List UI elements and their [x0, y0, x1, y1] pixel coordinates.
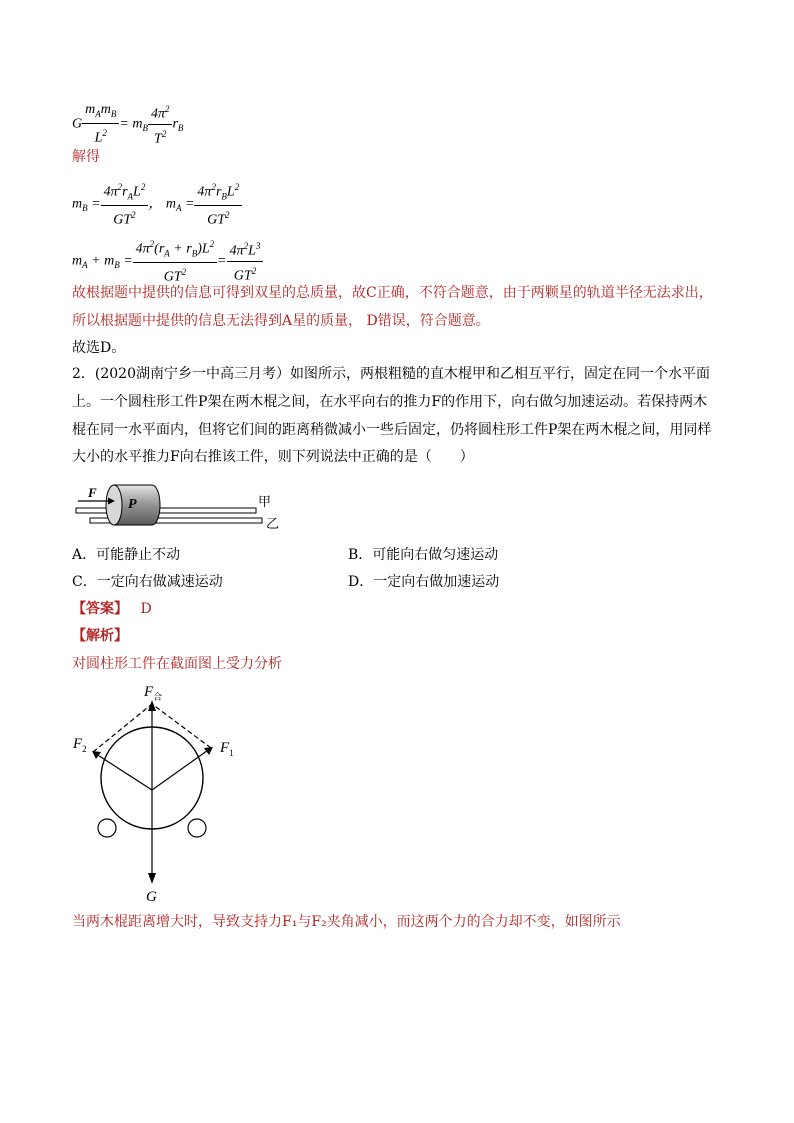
- option-d: D．一定向右做加速运动: [348, 574, 500, 590]
- solve-label: 解得: [72, 149, 100, 165]
- answer-line: [72, 599, 152, 619]
- option-b: B．可能向右做匀速运动: [348, 547, 499, 563]
- equation-masses: $m_B$ = $\frac{4\pi^2r_AL^2}{GT^2}$ ， $m_A$ = $\frac{4\pi^2r_BL^2}{GT^2}$: [72, 178, 242, 230]
- rod-circle-left: [98, 819, 116, 837]
- rod-circle-right: [188, 819, 206, 837]
- conclusion-line-2: 所以根据题中提供的信息无法得到A星的质量， D错误，符合题意。: [72, 313, 490, 329]
- rod-jia: [76, 508, 256, 513]
- conclusion-line-1: 故根据题中提供的信息可得到双星的总质量，故C正确，不符合题意，由于两颗星的轨道半径无法求出，: [72, 285, 713, 301]
- question2-stem-3: 棍在同一水平面内，但将它们间的距离稍微减小一些后固定，仍将圆柱形工件P架在两木棍之间，用同样: [72, 422, 712, 438]
- force-diagram: [70, 680, 234, 905]
- option-c: C．一定向右做减速运动: [72, 574, 223, 590]
- g-arrowhead: [148, 873, 156, 884]
- answer-label: 【答案】: [72, 601, 128, 617]
- rod-jia-label: 甲: [258, 494, 272, 509]
- force-label: F: [88, 485, 97, 500]
- cylinder-rods-figure: [70, 478, 290, 534]
- rod-yi-label: 乙: [266, 516, 280, 531]
- option-a: A．可能静止不动: [72, 547, 181, 563]
- question2-stem-1: 2．(2020湖南宁乡一中高三月考）如图所示，两根粗糙的直木棍甲和乙相互平行，固定在同一个水平面: [72, 366, 710, 382]
- f1-label: $F_1$: [220, 740, 234, 758]
- choose-answer: 故选D。: [72, 340, 126, 356]
- analysis-label: 【解析】: [72, 628, 128, 644]
- analysis-line-2: 当两木棍距离增大时，导致支持力F₁与F₂夹角减小，而这两个力的合力却不变，如图所示: [72, 914, 621, 930]
- question2-stem-4: 大小的水平推力F向右推该工件，则下列说法中正确的是（ ）: [72, 449, 474, 465]
- f2-label: $F_2$: [73, 736, 87, 754]
- analysis-line-1: 对圆柱形工件在截面图上受力分析: [72, 656, 282, 672]
- f1-arrowhead: [204, 747, 213, 755]
- g-label: G: [146, 889, 157, 905]
- f-total-label: $F_合$: [144, 684, 163, 702]
- equation-total-mass: $m_A + m_B$ = $\frac{4\pi^2(r_A + r_B)L^2}{GT^2}$ = $\frac{4\pi^2L^3}{GT^2}$: [72, 235, 263, 287]
- equation-gravity: G $\frac{m_Am_B}{L^2}$ = $m_B$ $\frac{4\pi^2}{T^2}$ $r_B$: [72, 101, 184, 147]
- body-label: P: [128, 497, 137, 512]
- cylinder-face: [106, 485, 122, 525]
- question2-stem-2: 上。一个圆柱形工件P架在两木棍之间，在水平向右的推力F的作用下，向右做匀加速运动。若保持两木: [72, 394, 708, 410]
- dash-top-right: [152, 704, 211, 748]
- answer-value: D: [140, 601, 152, 617]
